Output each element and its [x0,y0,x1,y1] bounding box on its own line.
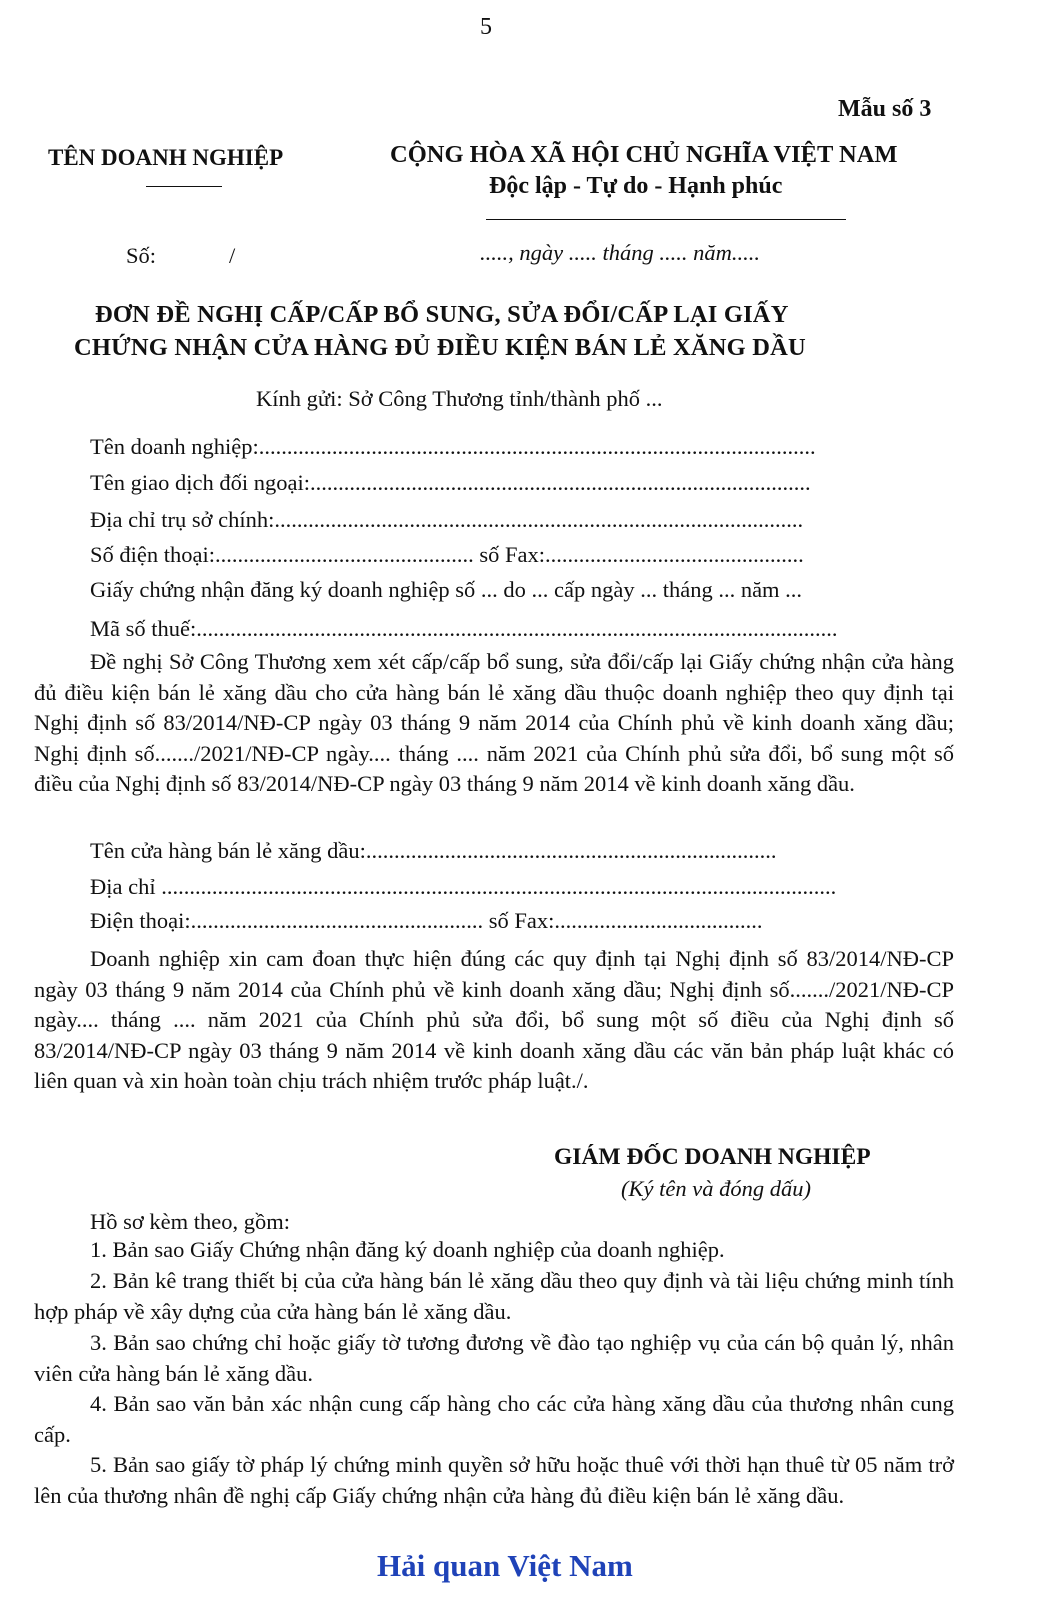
field-store-name: Tên cửa hàng bán lẻ xăng dầu:......................................................................... [90,838,777,863]
national-motto: Độc lập - Tự do - Hạnh phúc [489,173,783,199]
attachment-item: 1. Bản sao Giấy Chứng nhận đăng ký doanh nghiệp của doanh nghiệp. [90,1237,725,1262]
signer-title: GIÁM ĐỐC DOANH NGHIỆP [554,1144,871,1170]
field-business-registration: Giấy chứng nhận đăng ký doanh nghiệp số ... do ... cấp ngày ... tháng ... năm ... [90,577,803,602]
field-foreign-trade-name: Tên giao dịch đối ngoại:......................................................................................... [90,470,811,495]
field-tax-code: Mã số thuế:.................................................................................................................. [90,616,838,641]
commitment-paragraph: Doanh nghiệp xin cam đoan thực hiện đúng các quy định tại Nghị định số 83/2014/NĐ-CP ngày 03 tháng 9 năm 2014 của Chính phủ về kinh doanh xăng dầu; Nghị định số......./2021/NĐ-CP ngày.... tháng .... năm 2021 của Chính phủ sửa đổi, bổ sung một số điều của Nghị định số 83/2014/NĐ-CP ngày 03 tháng 9 năm 2014 về kinh doanh xăng dầu các văn bản pháp luật khác có liên quan và xin hoàn toàn chịu trách nhiệm trước pháp luật./. [34,946,954,1093]
form-title-line-1: ĐƠN ĐỀ NGHỊ CẤP/CẤP BỔ SUNG, SỬA ĐỔI/CẤP LẠI GIẤY [95,301,789,328]
form-title-line-2: CHỨNG NHẬN CỬA HÀNG ĐỦ ĐIỀU KIỆN BÁN LẺ XĂNG DẦU [74,334,806,361]
addressee: Kính gửi: Sở Công Thương tỉnh/thành phố ... [256,386,663,411]
field-enterprise-name: Tên doanh nghiệp:................................................................................................... [90,434,816,459]
signer-note: (Ký tên và đóng dấu) [621,1176,811,1201]
attachments-heading: Hồ sơ kèm theo, gồm: [90,1209,291,1234]
republic-title: CỘNG HÒA XÃ HỘI CHỦ NGHĨA VIỆT NAM [390,141,898,168]
field-store-phone-fax: Điện thoại:.................................................... số Fax:..................................... [90,908,763,933]
attachment-item: 3. Bản sao chứng chỉ hoặc giấy tờ tương đương về đào tạo nghiệp vụ của cán bộ quản lý, nhân viên cửa hàng bán lẻ xăng dầu. [34,1330,954,1386]
field-store-address: Địa chỉ ........................................................................................................................ [90,874,837,899]
field-head-office-address: Địa chỉ trụ sở chính:.............................................................................................. [90,507,804,532]
document-number-label: Số: [126,243,157,268]
motto-underline [486,219,846,220]
attachment-item: 5. Bản sao giấy tờ pháp lý chứng minh quyền sở hữu hoặc thuê với thời hạn thuê từ 05 năm trở lên của thương nhân đề nghị cấp Giấy chứng nhận cửa hàng đủ điều kiện bán lẻ xăng dầu. [34,1452,954,1508]
request-paragraph: Đề nghị Sở Công Thương xem xét cấp/cấp bổ sung, sửa đổi/cấp lại Giấy chứng nhận cửa hàng đủ điều kiện bán lẻ xăng dầu cho cửa hàng bán lẻ xăng dầu thuộc doanh nghiệp theo quy định tại Nghị định số 83/2014/NĐ-CP ngày 03 tháng 9 năm 2014 của Chính phủ về kinh doanh xăng dầu; Nghị định số......./2021/NĐ-CP ngày.... tháng .... năm 2021 của Chính phủ sửa đổi, bổ sung một số điều của Nghị định số 83/2014/NĐ-CP ngày 03 tháng 9 năm 2014 về kinh doanh xăng dầu. [34,649,954,796]
date-line: ....., ngày ..... tháng ..... năm..... [480,240,760,265]
form-number: Mẫu số 3 [838,96,932,122]
page-number: 5 [480,14,492,40]
attachment-item: 2. Bản kê trang thiết bị của cửa hàng bán lẻ xăng dầu theo quy định và tài liệu chứng minh tính hợp pháp về xây dựng của cửa hàng bán lẻ xăng dầu. [34,1268,954,1324]
field-phone-fax: Số điện thoại:.............................................. số Fax:.............................................. [90,542,804,567]
document-number-slash: / [229,243,236,268]
attachment-item: 4. Bản sao văn bản xác nhận cung cấp hàng cho các cửa hàng xăng dầu của thương nhân cung cấp. [34,1391,954,1447]
enterprise-header-underline [146,186,222,187]
enterprise-name-header: TÊN DOANH NGHIỆP [48,145,284,170]
watermark-logo-text: Hải quan Việt Nam [377,1548,633,1583]
